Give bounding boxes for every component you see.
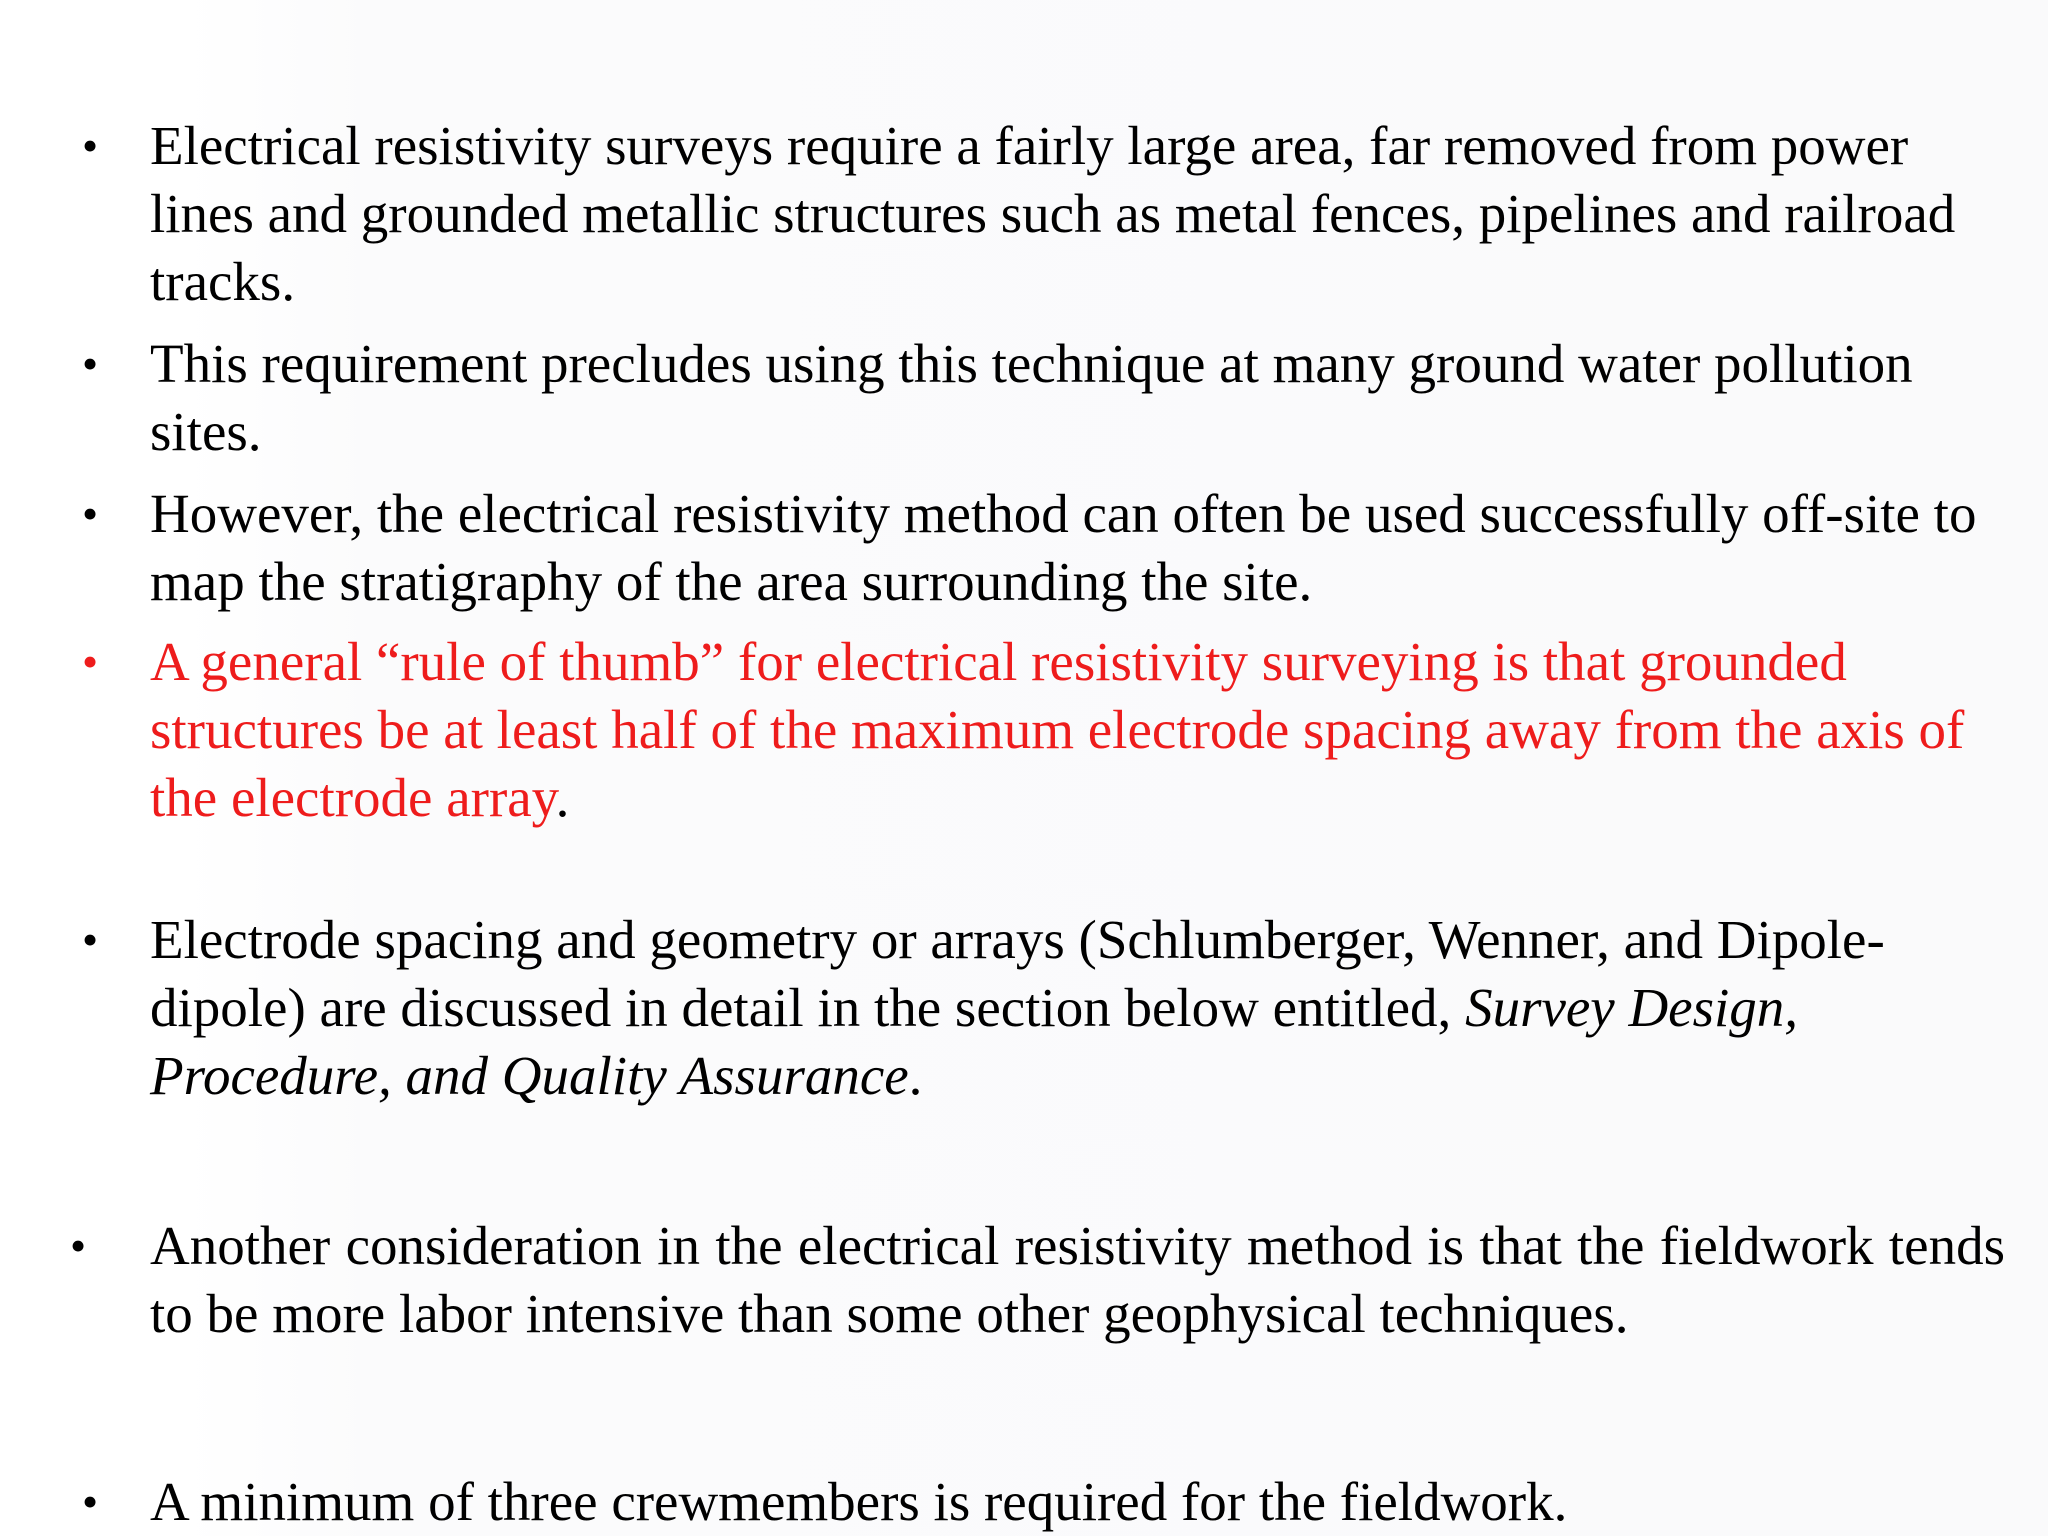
bullet-icon: • [81, 636, 99, 687]
bullet-text: Electrical resistivity surveys require a fairly large area, far removed from power lines and grounded metallic structures such as metal fences, pipelines and railroad tracks. [150, 115, 1956, 312]
bullet-text-highlighted: A general “rule of thumb” for electrical resistivity surveying is that grounded structures be at least half of the maximum electrode spacing away from the axis of the electrode array [150, 631, 1965, 828]
bullet-text: Another consideration in the electrical resistivity method is that the fieldwork tends to be more labor intensive than some other geophysical techniques. [150, 1215, 2005, 1344]
bullet-item-2 [70, 330, 2005, 466]
bullet-text-tail: . [908, 1045, 923, 1106]
bullet-text: Electrode spacing and geometry or arrays (Schlumberger, Wenner, and Dipole-dipole) are discussed in detail in the section below entitled, [150, 909, 1885, 1038]
bullet-icon: • [81, 120, 99, 171]
bullet-icon: • [81, 338, 99, 389]
bullet-text: This requirement precludes using this technique at many ground water pollution sites. [150, 333, 1913, 462]
bullet-text: A minimum of three crewmembers is required for the fieldwork. [150, 1471, 1568, 1532]
bullet-text: However, the electrical resistivity method can often be used successfully off-site to map the stratigraphy of the area surrounding the site. [150, 483, 1977, 612]
section-title-italic: Survey Design, Procedure, and Quality Assurance [150, 977, 1799, 1106]
bullet-item-1 [70, 112, 2005, 316]
bullet-icon: • [81, 914, 99, 965]
bullet-item-7 [70, 1468, 2005, 1536]
bullet-icon: • [81, 1476, 99, 1527]
bullet-text-tail: . [555, 767, 570, 828]
bullet-icon: • [81, 488, 99, 539]
bullet-list [70, 112, 2005, 1536]
bullet-item-4-highlighted [70, 628, 2005, 832]
bullet-icon: • [70, 1220, 87, 1271]
bullet-item-5 [70, 906, 2005, 1110]
bullet-item-6 [70, 1212, 2005, 1348]
bullet-item-3 [70, 480, 2005, 616]
